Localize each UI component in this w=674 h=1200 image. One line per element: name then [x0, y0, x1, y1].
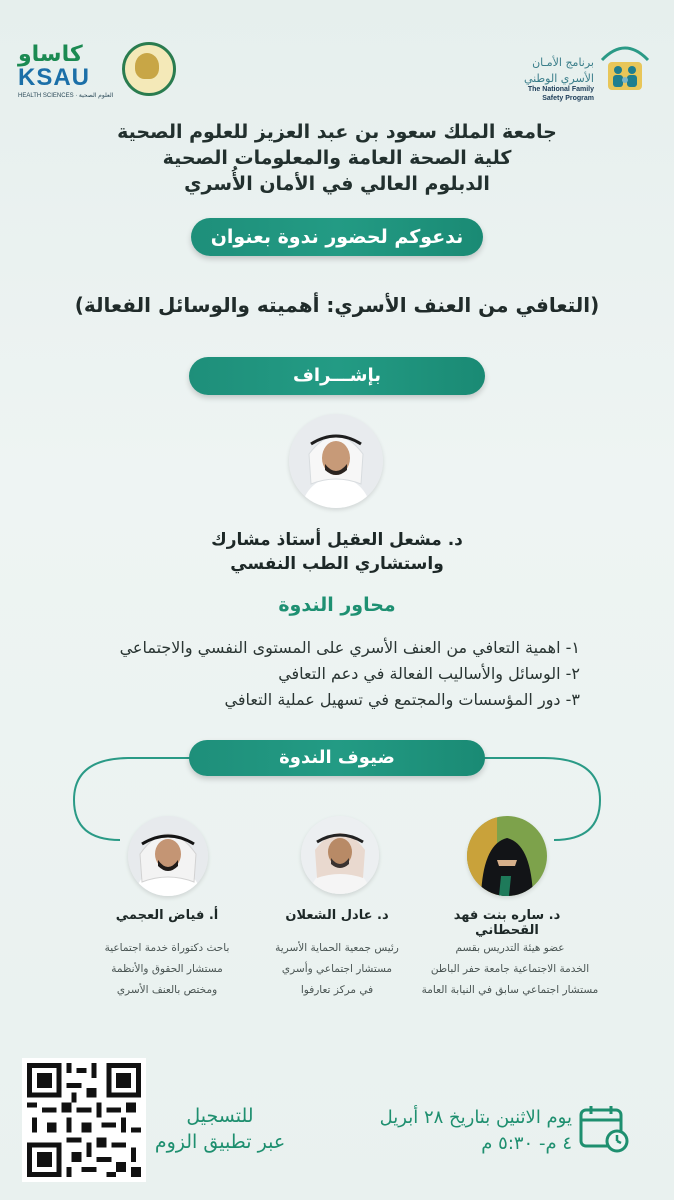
- program-name: الدبلوم العالي في الأمان الأُسري: [184, 173, 490, 195]
- guest-desc-line: في مركز تعارفوا: [300, 984, 374, 996]
- guest-name: أ. فياض العجمي: [115, 908, 219, 923]
- guest-desc-line: رئيس جمعية الحماية الأسرية: [275, 942, 399, 954]
- seminar-title: (التعافي من العنف الأسري: أهميته والوسائل الفعالة): [74, 293, 600, 317]
- registration-line2: عبر تطبيق الزوم: [154, 1131, 286, 1153]
- ksau-seal-icon: [122, 42, 176, 96]
- supervisor-title: واستشاري الطب النفسي: [230, 554, 444, 574]
- qr-code-icon: [22, 1058, 146, 1182]
- guest-desc-line: الخدمة الاجتماعية جامعة حفر الباطن: [430, 963, 590, 975]
- person-silhouette-icon: [301, 816, 379, 894]
- topic-item: ٣- دور المؤسسات والمجتمع في تسهيل عملية التعافي: [224, 690, 580, 709]
- event-time: ٤ م- ٥:٣٠ م: [481, 1133, 572, 1154]
- person-silhouette-icon: [128, 816, 208, 896]
- ksau-arabic-wordmark: كاساو: [18, 42, 83, 67]
- university-name: جامعة الملك سعود بن عبد العزيز للعلوم الصحية: [117, 121, 557, 143]
- event-date: يوم الاثنين بتاريخ ٢٨ أبريل: [379, 1107, 572, 1128]
- nfsp-arabic-line1: برنامج الأمـان: [532, 56, 594, 69]
- guest-photo: [301, 816, 379, 894]
- person-silhouette-icon: [289, 414, 383, 508]
- supervisor-name: د. مشعل العقيل أستاذ مشارك: [211, 530, 463, 550]
- guest-desc-line: عضو هيئة التدريس بقسم: [455, 942, 565, 954]
- nfsp-logo: [496, 28, 656, 102]
- nfsp-english-line2: Safety Program: [542, 95, 594, 102]
- invite-banner: ندعوكم لحضور ندوة بعنوان: [191, 218, 483, 256]
- guest-desc-line: مستشار اجتماعي وأسري: [281, 963, 393, 975]
- topic-item: ١- اهمية التعافي من العنف الأسري على المستوى النفسي والاجتماعي: [119, 638, 580, 657]
- topics-title: محاور الندوة: [278, 594, 396, 616]
- guests-banner: ضيوف الندوة: [189, 740, 485, 776]
- person-silhouette-icon: [467, 816, 547, 896]
- guest-name: د. عادل الشعلان: [285, 908, 389, 923]
- guest-desc-line: مستشار الحقوق والأنظمة: [111, 963, 223, 975]
- guest-photo: [128, 816, 208, 896]
- supervision-banner: بإشـــراف: [189, 357, 485, 395]
- supervisor-photo: [289, 414, 383, 508]
- guest-desc-line: باحث دكتوراة خدمة اجتماعية: [104, 942, 230, 954]
- nfsp-arabic-line2: الأسري الوطني: [523, 72, 594, 85]
- nfsp-english-line1: The National Family: [527, 86, 594, 93]
- guest-desc-line: ومختص بالعنف الأسري: [116, 984, 218, 996]
- guest-desc-line: مستشار اجتماعي سابق في النيابة العامة: [421, 984, 599, 996]
- family-house-icon: [598, 38, 652, 98]
- registration-line1: للتسجيل: [186, 1105, 254, 1127]
- topic-item: ٢- الوسائل والأساليب الفعالة في دعم التعافي: [278, 664, 580, 683]
- college-name: كلية الصحة العامة والمعلومات الصحية: [162, 147, 512, 169]
- ksau-subtitle: HEALTH SCIENCES · العلوم الصحية: [18, 93, 114, 99]
- guest-name: د. ساره بنت فهد القحطاني: [453, 908, 561, 938]
- guest-photo: [467, 816, 547, 896]
- calendar-clock-icon: [578, 1104, 630, 1154]
- registration-qr-code[interactable]: [22, 1058, 146, 1182]
- ksau-logo: [18, 40, 168, 100]
- ksau-english-wordmark: KSAU: [18, 64, 91, 91]
